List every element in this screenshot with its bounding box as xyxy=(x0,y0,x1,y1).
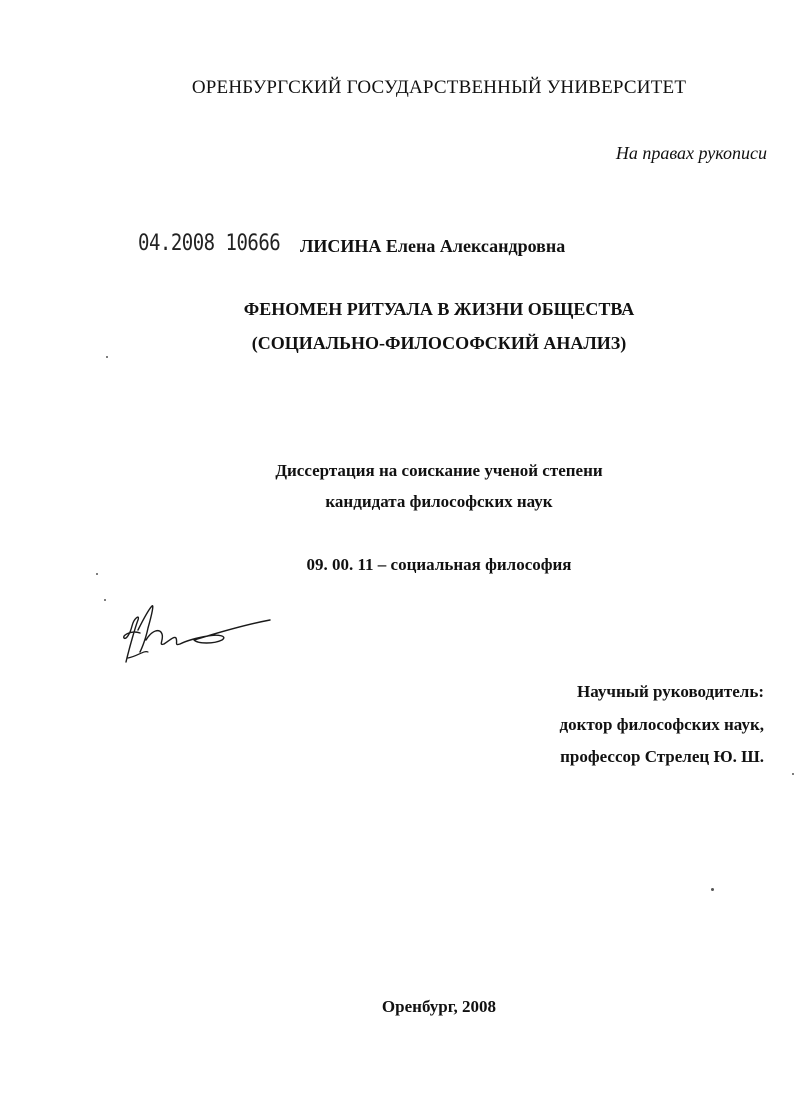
registration-code: 04.2008 10666 xyxy=(138,230,281,256)
degree-line1: Диссертация на соискание ученой степени xyxy=(275,461,603,480)
degree-line2: кандидата философских наук xyxy=(325,492,553,511)
scan-speck xyxy=(106,356,108,358)
author-name: ЛИСИНА Елена Александровна xyxy=(300,236,566,256)
dissertation-title-line1: ФЕНОМЕН РИТУАЛА В ЖИЗНИ ОБЩЕСТВА xyxy=(243,299,635,319)
city-year: Оренбург, 2008 xyxy=(381,997,497,1016)
dissertation-title-line2: (СОЦИАЛЬНО-ФИЛОСОФСКИЙ АНАЛИЗ) xyxy=(251,333,627,353)
supervisor-name: профессор Стрелец Ю. Ш. xyxy=(560,747,764,766)
supervisor-degree: доктор философских наук, xyxy=(559,715,764,734)
signature-icon xyxy=(118,600,278,670)
supervisor-label: Научный руководитель: xyxy=(577,682,764,701)
scan-speck xyxy=(96,573,98,575)
scan-speck xyxy=(711,888,714,891)
scan-speck xyxy=(792,773,794,775)
specialty: 09. 00. 11 – социальная философия xyxy=(306,555,572,574)
rights-note: На правах рукописи xyxy=(615,143,767,163)
scan-speck xyxy=(104,599,106,601)
university-name: ОРЕНБУРГСКИЙ ГОСУДАРСТВЕННЫЙ УНИВЕРСИТЕТ xyxy=(191,77,687,98)
